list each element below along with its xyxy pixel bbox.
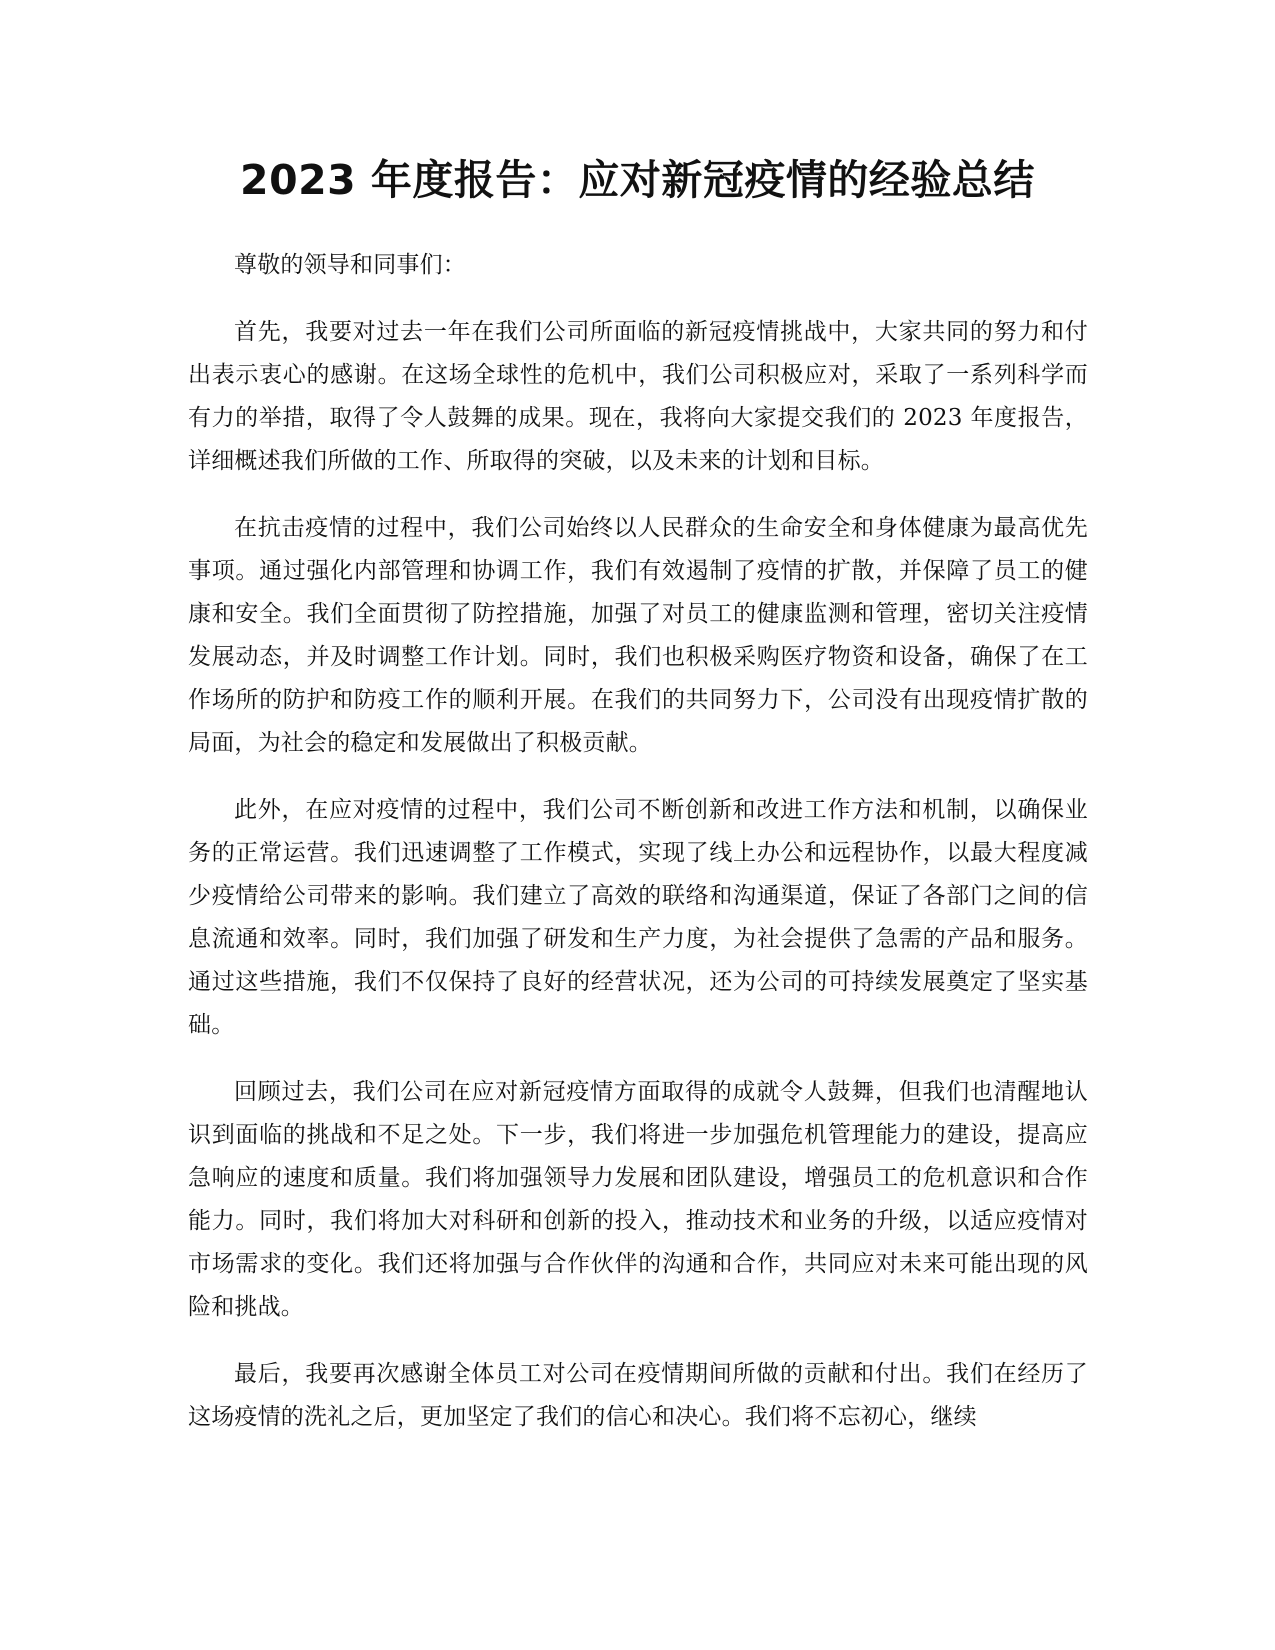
- document-body: [188, 244, 1088, 1463]
- paragraph-4: 回顾过去，我们公司在应对新冠疫情方面取得的成就令人鼓舞，但我们也清醒地认识到面临的挑战和不足之处。下一步，我们将进一步加强危机管理能力的建设，提高应急响应的速度和质量。我们将加强领导力发展和团队建设，增强员工的危机意识和合作能力。同时，我们将加大对科研和创新的投入，推动技术和业务的升级，以适应疫情对市场需求的变化。我们还将加强与合作伙伴的沟通和合作，共同应对未来可能出现的风险和挑战。: [188, 1079, 1088, 1320]
- paragraph-2: 在抗击疫情的过程中，我们公司始终以人民群众的生命安全和身体健康为最高优先事项。通过强化内部管理和协调工作，我们有效遏制了疫情的扩散，并保障了员工的健康和安全。我们全面贯彻了防控措施，加强了对员工的健康监测和管理，密切关注疫情发展动态，并及时调整工作计划。同时，我们也积极采购医疗物资和设备，确保了在工作场所的防护和防疫工作的顺利开展。在我们的共同努力下，公司没有出现疫情扩散的局面，为社会的稳定和发展做出了积极贡献。: [188, 515, 1088, 756]
- document-title: 2023 年度报告：应对新冠疫情的经验总结: [240, 156, 1035, 204]
- paragraph-1: 首先，我要对过去一年在我们公司所面临的新冠疫情挑战中，大家共同的努力和付出表示衷心的感谢。在这场全球性的危机中，我们公司积极应对，采取了一系列科学而有力的举措，取得了令人鼓舞的成果。现在，我将向大家提交我们的 2023 年度报告，详细概述我们所做的工作、所取得的突破，以及未来的计划和目标。: [188, 319, 1088, 474]
- paragraph-salutation: 尊敬的领导和同事们：: [234, 252, 466, 278]
- paragraph-3: 此外，在应对疫情的过程中，我们公司不断创新和改进工作方法和机制，以确保业务的正常运营。我们迅速调整了工作模式，实现了线上办公和远程协作，以最大程度减少疫情给公司带来的影响。我们建立了高效的联络和沟通渠道，保证了各部门之间的信息流通和效率。同时，我们加强了研发和生产力度，为社会提供了急需的产品和服务。通过这些措施，我们不仅保持了良好的经营状况，还为公司的可持续发展奠定了坚实基础。: [188, 797, 1088, 1038]
- paragraph-5: 最后，我要再次感谢全体员工对公司在疫情期间所做的贡献和付出。我们在经历了这场疫情的洗礼之后，更加坚定了我们的信心和决心。我们将不忘初心，继续: [188, 1361, 1088, 1430]
